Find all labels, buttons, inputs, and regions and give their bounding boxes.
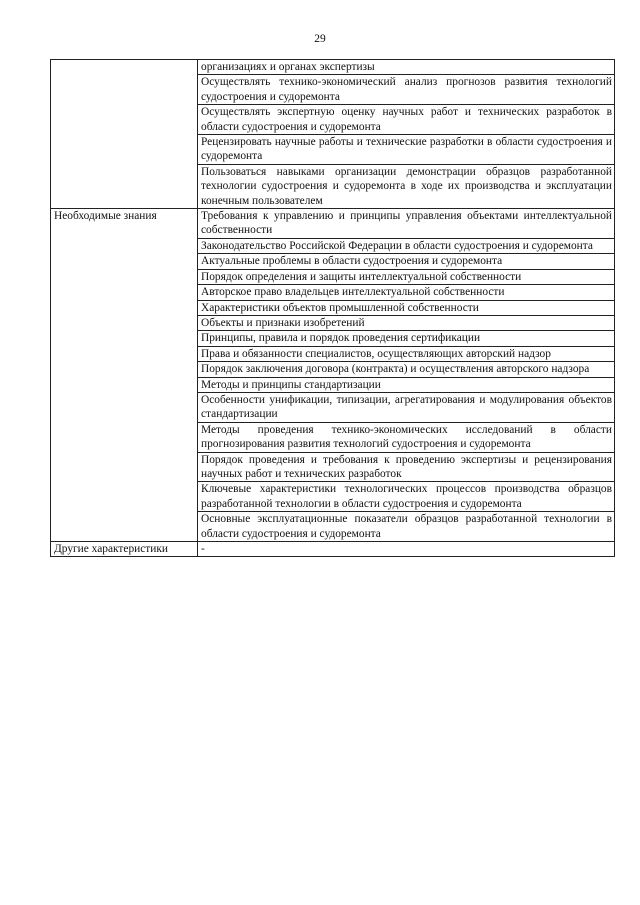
skill-item: Пользоваться навыками организации демонстрации образцов разработанной технологии судостроения и судоремонта в ходе их производства и эксплуатации конечным пользователем bbox=[198, 164, 615, 208]
knowledge-item: Порядок проведения и требования к проведению экспертизы и рецензирования научных работ и технических разработок bbox=[198, 452, 615, 482]
knowledge-item: Актуальные проблемы в области судостроения и судоремонта bbox=[198, 254, 615, 269]
skill-item: Рецензировать научные работы и технические разработки в области судостроения и судоремонта bbox=[198, 135, 615, 165]
knowledge-item: Основные эксплуатационные показатели образцов разработанной технологии в области судостроения и судоремонта bbox=[198, 512, 615, 542]
other-value: - bbox=[198, 542, 615, 557]
skill-item: Осуществлять технико-экономический анализ прогнозов развития технологий судостроения и судоремонта bbox=[198, 75, 615, 105]
page-number: 29 bbox=[314, 33, 326, 45]
skill-item: организациях и органах экспертизы bbox=[198, 60, 615, 75]
knowledge-item: Ключевые характеристики технологических процессов производства образцов разработанной технологии в области судостроения и судоремонта bbox=[198, 482, 615, 512]
knowledge-item: Порядок заключения договора (контракта) и осуществления авторского надзора bbox=[198, 362, 615, 377]
knowledge-item: Методы и принципы стандартизации bbox=[198, 377, 615, 392]
knowledge-item: Порядок определения и защиты интеллектуальной собственности bbox=[198, 269, 615, 284]
skill-item: Осуществлять экспертную оценку научных работ и технических разработок в области судостроения и судоремонта bbox=[198, 105, 615, 135]
knowledge-item: Права и обязанности специалистов, осуществляющих авторский надзор bbox=[198, 346, 615, 361]
knowledge-item: Характеристики объектов промышленной собственности bbox=[198, 300, 615, 315]
table-row bbox=[51, 60, 615, 75]
continued-label-cell bbox=[51, 60, 198, 209]
other-label: Другие характеристики bbox=[51, 542, 198, 557]
knowledge-item: Авторское право владельцев интеллектуальной собственности bbox=[198, 285, 615, 300]
knowledge-item: Требования к управлению и принципы управления объектами интеллектуальной собственности bbox=[198, 209, 615, 239]
knowledge-item: Особенности унификации, типизации, агрегатирования и модулирования объектов стандартизации bbox=[198, 392, 615, 422]
knowledge-label: Необходимые знания bbox=[51, 209, 198, 542]
competency-table bbox=[50, 59, 615, 557]
knowledge-item: Законодательство Российской Федерации в области судостроения и судоремонта bbox=[198, 238, 615, 253]
table-row bbox=[51, 542, 615, 557]
knowledge-item: Принципы, правила и порядок проведения сертификации bbox=[198, 331, 615, 346]
knowledge-item: Объекты и признаки изобретений bbox=[198, 315, 615, 330]
knowledge-item: Методы проведения технико-экономических исследований в области прогнозирования развития технологий судостроения и судоремонта bbox=[198, 422, 615, 452]
table-row bbox=[51, 209, 615, 239]
